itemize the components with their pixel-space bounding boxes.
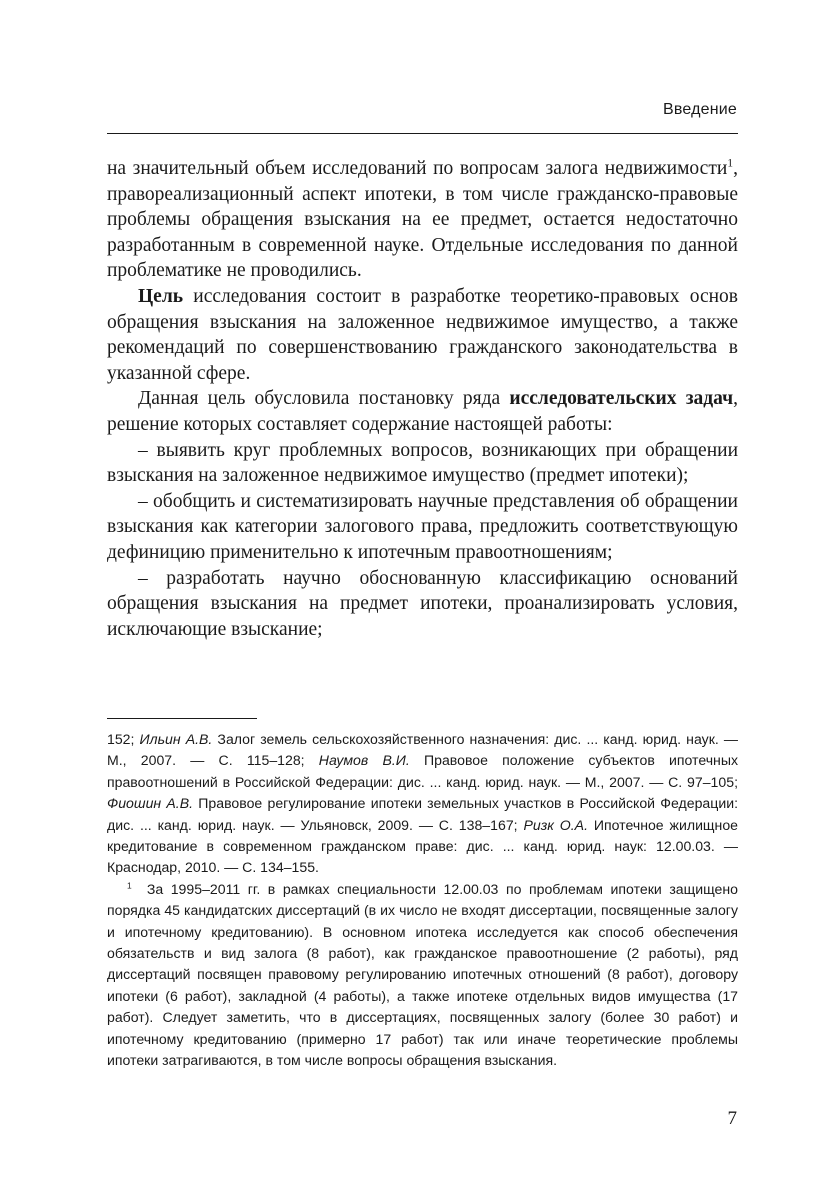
footnote-text: Залог земель сельскохозяйственного назначения: дис. ... канд. юрид. наук. — М., 2007. — С. 115–128; (107, 731, 738, 769)
author-name: Наумов В.И. (318, 752, 410, 769)
header-rule (107, 133, 738, 134)
author-name: Фиошин А.В. (107, 795, 194, 812)
footnote-text: Ипотечное жилищное кредитование в современном гражданском праве: дис. ... канд. юрид. наук: 12.00.03. — Краснодар, 2010. — С. 134–155. (107, 816, 738, 876)
author-name: Ризк О.А. (523, 816, 588, 833)
author-name: Ильин А.В. (139, 731, 213, 747)
footnote-text: 152; (107, 731, 140, 747)
footnote-text: Правовое положение субъектов ипотечных правоотношений в Российской Федерации: дис. ... канд. юрид. наук. — М., 2007. — С. 97–105; (107, 752, 739, 790)
footnote-reference: 1 (727, 156, 734, 170)
paragraph-text: , решение которых составляет содержание настоящей работы: (107, 388, 738, 435)
main-text (107, 156, 738, 642)
paragraph-text: Данная цель обусловила постановку ряда (138, 388, 510, 410)
paragraph-tasks-intro (107, 386, 738, 437)
footnote-text: За 1995–2011 гг. в рамках специальности 12.00.03 по проблемам ипотеки защищено порядка 45 кандидатских диссертаций (в их число не входят диссертации, посвященные залогу и ипотечному кредитованию). В основном ипотека исследуется как способ обеспечения обязательств и вид залога (8 работ), как гражданское правоотношение (2 работы), ряд диссертаций посвящен правовому регулированию ипотечных отношений (8 работ), договору ипотеки (6 работ), закладной (4 работы), а также ипотеке отдельных видов имущества (17 работ). Следует заметить, что в диссертациях, посвященных залогу (более 30 работ) и ипотечному кредитованию (примерно 17 работ) так или иначе теоретические проблемы ипотеки затрагиваются, в том числе вопросы обращения взыскания. (107, 880, 738, 1069)
running-head-title: Введение (662, 101, 737, 118)
paragraph-text: на значительный объем исследований по вопросам залога недвижимости (107, 158, 728, 179)
footnotes-block (107, 729, 738, 1072)
paragraph-text: , правореализационный аспект ипотеки, в том числе гражданско-правовые проблемы обращения взыскания на ее предмет, остается недостаточно разработанным в современной науке. Отдельные исследования по данной проблематике не проводились. (107, 158, 738, 282)
task-item-2: – обобщить и систематизировать научные представления об обращении взыскания как категории залогового права, предложить соответствующую дефиницию применительно к ипотечным правоотношениям; (107, 490, 738, 563)
footnote-1 (107, 879, 738, 1072)
footnote-marker: 1 (127, 880, 132, 891)
footnote-separator (107, 718, 257, 719)
paragraph-text: исследования состоит в разработке теоретико-правовых основ обращения взыскания на заложенное недвижимое имущество, а также рекомендаций по совершенствованию гражданского законодательства в указанной сфере. (107, 285, 738, 384)
paragraph-goal (107, 284, 738, 386)
task-item-3: – разработать научно обоснованную классификацию оснований обращения взыскания на предмет ипотеки, проанализировать условия, исключающие взыскание; (107, 567, 738, 640)
page-number: 7 (727, 1108, 737, 1129)
bold-term-goal: Цель (138, 285, 184, 307)
footnote-continued (107, 729, 738, 879)
paragraph-intro-continued (107, 156, 738, 284)
task-item-1: – выявить круг проблемных вопросов, возникающих при обращении взыскания на заложенное недвижимое имущество (предмет ипотеки); (107, 439, 738, 487)
bold-term-tasks: исследовательских задач (509, 388, 734, 410)
footnote-text: Правовое регулирование ипотеки земельных участков в Российской Федерации: дис. ... канд. юрид. наук. — Ульяновск, 2009. — С. 138–167; (107, 795, 738, 833)
